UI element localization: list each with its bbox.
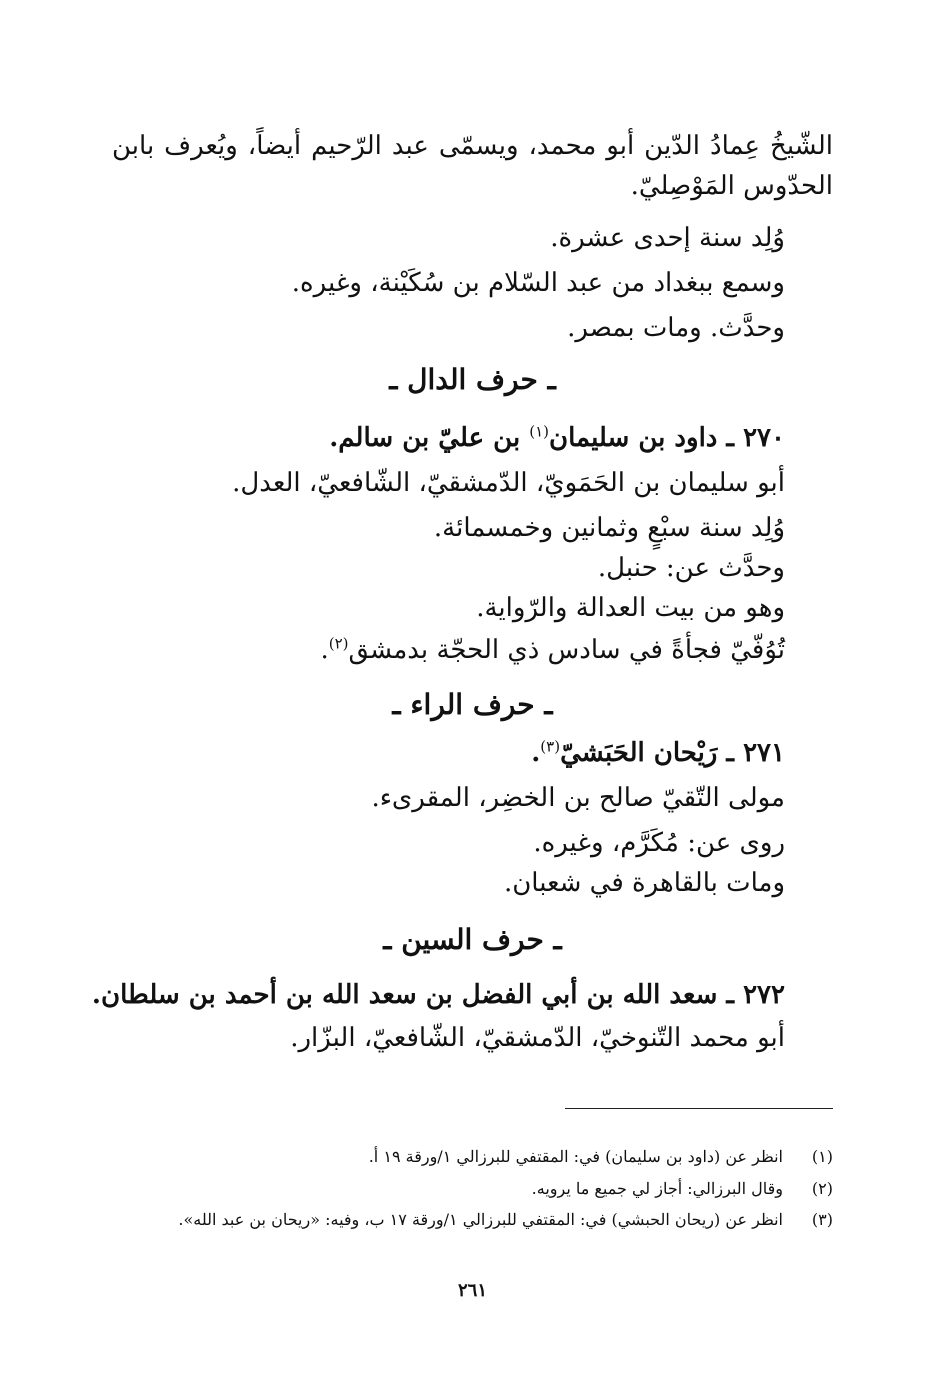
- footnote-ref: (٣): [540, 737, 561, 756]
- entry-title: ٢٧١ ـ رَيْحان الحَبَشيّ: [560, 738, 785, 768]
- text-line: الشّيخُ عِمادُ الدّين أبو محمد، ويسمّى عبد الرّحيم أيضاً، ويُعرف بابن: [112, 131, 833, 161]
- footnote-text: انظر عن (داود بن سليمان) في: المقتفي للبرزالي ١/ورقة ١٩ أ.: [368, 1147, 783, 1166]
- line-end: .: [320, 635, 329, 665]
- footnote-number: (١): [811, 1147, 833, 1166]
- section-heading-ra: ـ حرف الراء ـ: [392, 688, 553, 721]
- text-line: الحدّوس المَوْصِليّ.: [630, 171, 833, 201]
- footnote-text: انظر عن (ريحان الحبشي) في: المقتفي للبرزالي ١/ورقة ١٧ ب، وفيه: «ريحان بن عبد الله».: [178, 1210, 783, 1229]
- entry-title: ٢٧٠ ـ داود بن سليمان: [549, 423, 785, 453]
- section-heading-sin: ـ حرف السين ـ: [383, 923, 562, 956]
- footnote-number: (٣): [811, 1210, 833, 1229]
- text-line: [320, 630, 785, 670]
- text-line: أبو سليمان بن الحَمَويّ، الدّمشقيّ، الشّافعيّ، العدل.: [232, 468, 785, 498]
- text-line: روى عن: مُكَرَّم، وغيره.: [533, 828, 785, 858]
- text-line: وحدَّث عن: حنبل.: [597, 553, 785, 583]
- footnote-3: [100, 1207, 833, 1233]
- footnote-text: وقال البرزالي: أجاز لي جميع ما يرويه.: [531, 1179, 783, 1198]
- footnote-ref: (١): [529, 422, 550, 441]
- footnote-2: [100, 1176, 833, 1202]
- line-text: تُوُفّيّ فجأةً في سادس ذي الحجّة بدمشق: [348, 635, 785, 665]
- footnote-number: (٢): [811, 1179, 833, 1198]
- entry-271-heading: [531, 733, 785, 773]
- page-number: ٢٦١: [457, 1280, 487, 1301]
- text-line: وحدَّث. ومات بمصر.: [567, 313, 785, 343]
- text-line: وسمع ببغداد من عبد السّلام بن سُكَيْنة، وغيره.: [291, 268, 785, 298]
- text-line: ومات بالقاهرة في شعبان.: [503, 868, 785, 898]
- text-line: مولى التّقيّ صالح بن الخضِر، المقرىء.: [371, 783, 785, 813]
- footnote-1: [100, 1144, 833, 1170]
- entry-title-rest: بن عليّ بن سالم.: [329, 423, 530, 453]
- text-line: وُلِد سنة سبْعٍ وثمانين وخمسمائة.: [433, 513, 785, 543]
- entry-title-end: .: [531, 738, 541, 768]
- footnote-divider: [565, 1108, 833, 1109]
- text-line: وهو من بيت العدالة والرّواية.: [476, 593, 785, 623]
- entry-272-heading: ٢٧٢ ـ سعد الله بن أبي الفضل بن سعد الله بن أحمد بن سلطان.: [91, 980, 785, 1010]
- footnote-ref: (٢): [328, 634, 349, 653]
- entry-270-heading: [329, 418, 785, 458]
- text-line: أبو محمد التّنوخيّ، الدّمشقيّ، الشّافعيّ، البزّار.: [290, 1023, 785, 1053]
- section-heading-dal: ـ حرف الدال ـ: [389, 363, 556, 396]
- text-line: وُلِد سنة إحدى عشرة.: [550, 223, 785, 253]
